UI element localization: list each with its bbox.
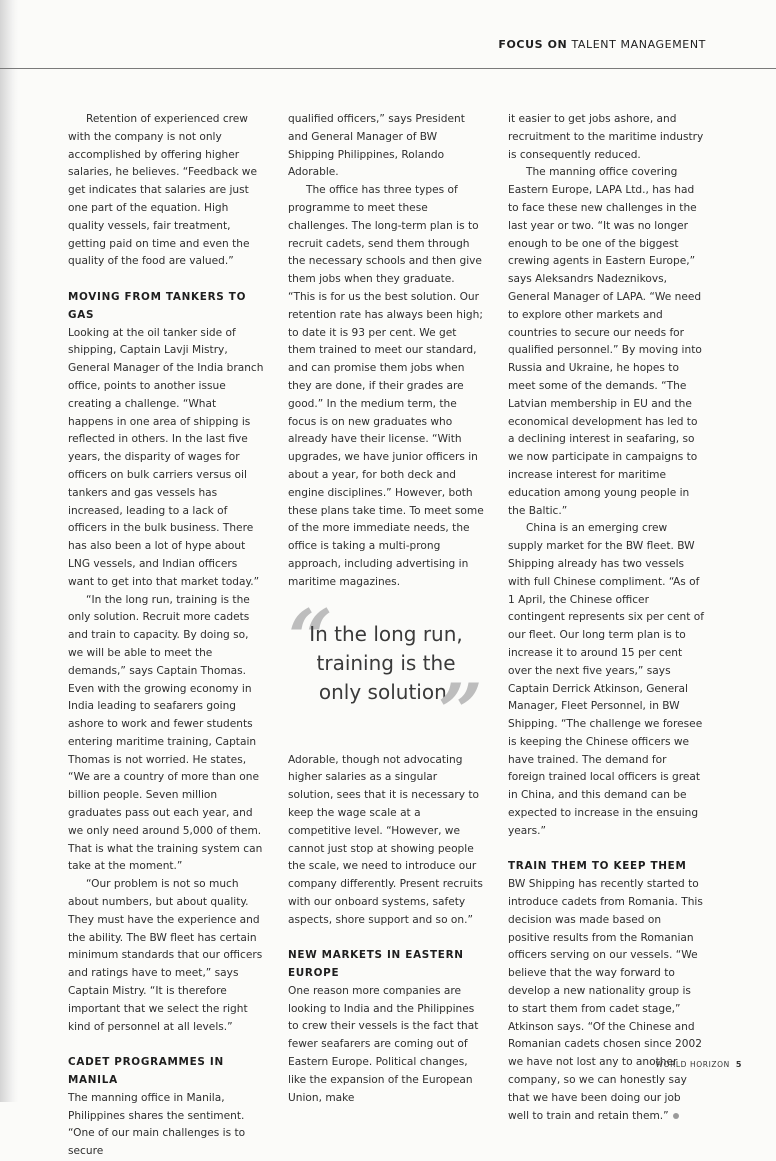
paragraph: Looking at the oil tanker side of shipping, Captain Lavji Mistry, General Manager of the India branch office, points to another issue creating a challenge. “What happens in one area of shipping is reflected in others. In the last five years, the disparity of wages for officers on bulk carriers versus oil tankers and gas vessels has increased, leading to a lack of officers in the bulk business. There has also been a lot of hype about LNG vessels, and Indian officers want to get into that market today.” [68, 326, 264, 588]
paragraph: Adorable, though not advocating higher salaries as a singular solution, sees that it is necessary to keep the wage scale at a competitive level. “However, we cannot just stop at showing people the scale, we need to introduce our company differently. Present recruits with our onboard systems, safety aspects, shore support and so on.” [288, 753, 483, 926]
subheading-tankers-to-gas: MOVING FROM TANKERS TO GAS [68, 290, 247, 321]
paragraph: Retention of experienced crew with the company is not only accomplished by offering higher salaries, he believes. “Feedback we get indicates that salaries are just one part of the equation. High quality vessels, fair treatment, getting paid on time and even the quality of the food are valued.” [68, 113, 257, 268]
column-2 [288, 111, 484, 1107]
page-footer [656, 1060, 742, 1069]
subheading-train-them: TRAIN THEM TO KEEP THEM [508, 860, 687, 873]
end-mark-icon [673, 1113, 679, 1119]
paragraph: The manning office in Manila, Philippines shares the sentiment. “One of our main challenges is to secure [68, 1091, 246, 1158]
page-number: 5 [735, 1060, 742, 1069]
magazine-name: WORLD HORIZON [655, 1060, 730, 1069]
page-header [0, 0, 776, 69]
pull-quote [288, 592, 484, 758]
paragraph: qualified officers,” says President and General Manager of BW Shipping Philippines, Rolando Adorable. [288, 113, 465, 179]
column-1 [68, 111, 264, 1161]
paragraph-final: BW Shipping has recently started to introduce cadets from Romania. This decision was made based on positive results from the Romanian officers serving on our vessels. “We believe that the way forward to develop a new nationality group is to start them from cadet stage,” Atkinson says. “Of the Chinese and Romanian cadets chosen since 2002 we have not lost any to another company, so we can honestly say that we have been doing our job well to train and retain them.” [508, 878, 703, 1122]
paragraph: it easier to get jobs ashore, and recruitment to the maritime industry is consequently reduced. [508, 113, 704, 161]
page-gutter-shadow [0, 0, 18, 1102]
paragraph: The manning office covering Eastern Europe, LAPA Ltd., has had to face these new challenges in the last year or two. “It was no longer enough to be one of the biggest crewing agents in Eastern Europe,” says Aleksandrs Nadeznikovs, General Manager of LAPA. “We need to explore other markets and countries to secure our needs for qualified personnel.” By moving into Russia and Ukraine, he hopes to meet some of the demands. “The Latvian membership in EU and the economical development has led to a declining interest in seafaring, so we now participate in campaigns to increase interest for maritime education among young people in the Baltic.” [508, 166, 702, 517]
subheading-eastern-europe: NEW MARKETS IN EASTERN EUROPE [288, 949, 464, 980]
paragraph: “In the long run, training is the only solution. Recruit more cadets and train to capacity. By doing so, we will be able to meet the demands,” says Captain Thomas. Even with the growing economy in India leading to seafarers going ashore to work and fewer students entering maritime training, Captain Thomas is not worried. He states, “We are a country of more than one billion people. Seven million graduates pass out each year, and we only need around 5,000 of them. That is what the training system can take at the moment.” [68, 593, 263, 873]
paragraph: The office has three types of programme to meet these challenges. The long-term plan is to recruit cadets, send them through the necessary schools and then give them jobs when they graduate. “This is for us the best solution. Our retention rate has always been high; to date it is 93 per cent. We get them trained to meet our standard, and can promise them jobs when they are done, if their grades are good.” In the medium term, the focus is on new graduates who already have their license. “With upgrades, we have junior officers in about a year, for both deck and engine disciplines.” However, both these plans take time. To meet some of the more immediate needs, the office is taking a multi-prong approach, including advertising in maritime magazines. [288, 184, 484, 588]
subheading-cadet-programmes: CADET PROGRAMMES IN MANILA [68, 1056, 224, 1087]
paragraph: “Our problem is not so much about numbers, but about quality. They must have the experience and the ability. The BW fleet has certain minimum standards that our officers and ratings have to meet,” says Captain Mistry. “It is therefore important that we select the right kind of personnel at all levels.” [68, 878, 263, 1033]
section-title-rest: TALENT MANAGEMENT [571, 38, 706, 51]
column-3 [508, 111, 704, 1125]
paragraph: China is an emerging crew supply market for the BW fleet. BW Shipping already has two vessels with full Chinese compliment. “As of 1 April, the Chinese officer contingent represents six per cent of our fleet. Our long term plan is to increase it to around 15 per cent over the next five years,” says Captain Derrick Atkinson, General Manager, Fleet Personnel, in BW Shipping. “The challenge we foresee is keeping the Chinese officers we have trained. The demand for foreign trained local officers is great in China, and this demand can be expected to increase in the ensuing years.” [508, 522, 704, 837]
section-title [498, 38, 706, 51]
section-title-bold: FOCUS ON [498, 38, 568, 51]
pull-quote-text: In the long run, training is the only solution. [309, 621, 463, 704]
paragraph: One reason more companies are looking to India and the Philippines to crew their vessels is the fact that fewer seafarers are coming out of Eastern Europe. Political changes, like the expansion of the European Union, make [288, 984, 479, 1104]
open-quote-icon: “ [288, 592, 333, 684]
close-quote-icon: ” [438, 666, 483, 758]
